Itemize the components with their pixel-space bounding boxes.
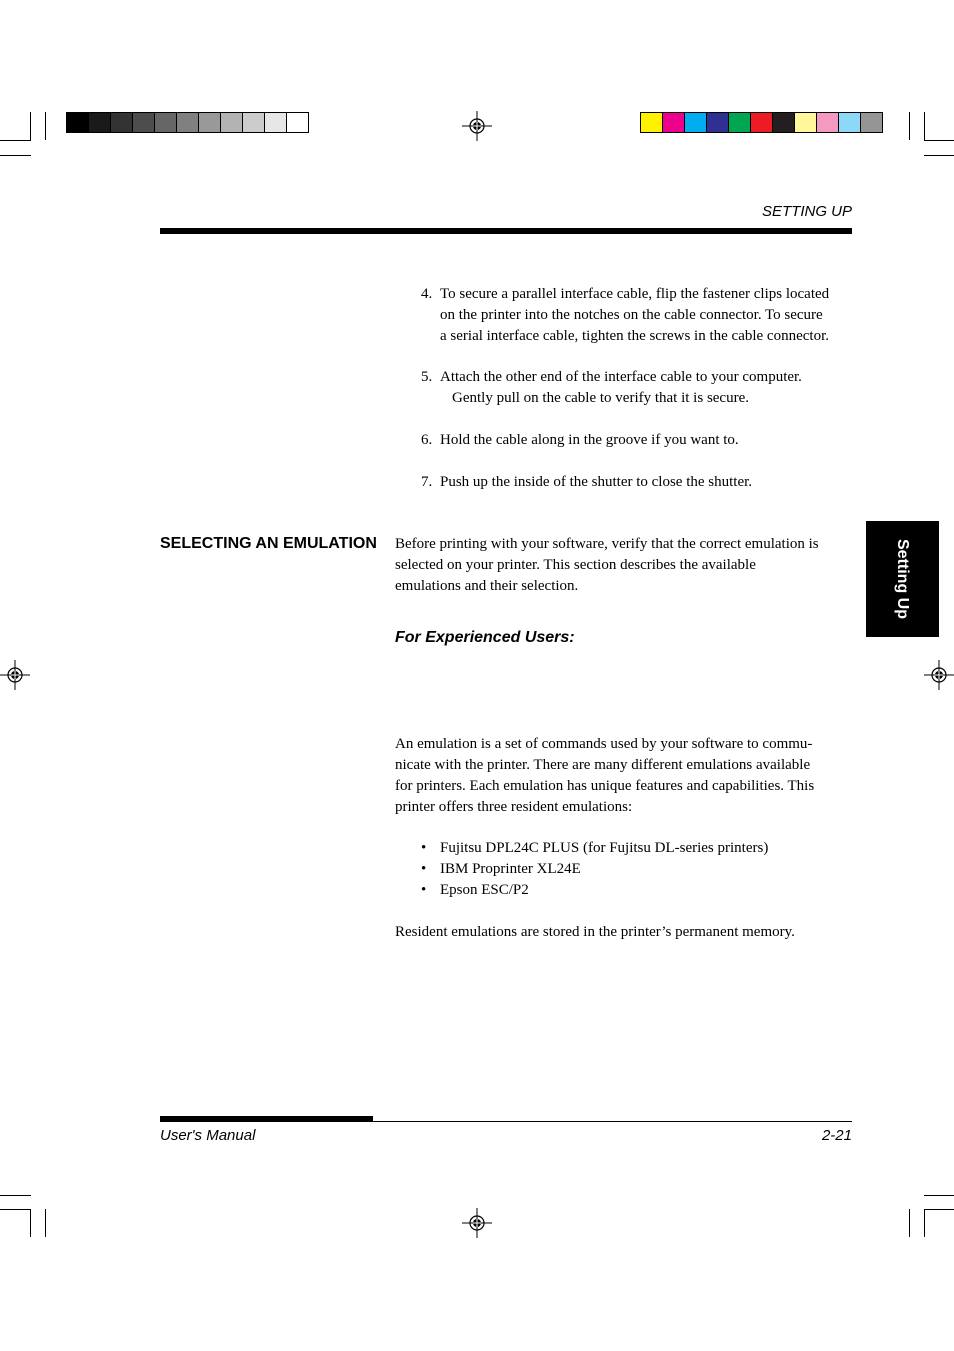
crop-mark: [909, 112, 910, 140]
crop-mark: [909, 1209, 910, 1237]
paragraph-line: emulations and their selection.: [395, 578, 579, 594]
step-text-line: To secure a parallel interface cable, flip the fastener clips located: [440, 286, 830, 302]
color-swatch: [67, 113, 89, 132]
color-swatch: [111, 113, 133, 132]
crop-mark: [0, 140, 31, 141]
step-text-line: Gently pull on the cable to verify that it is secure.: [452, 390, 749, 406]
grayscale-color-bar: [66, 112, 309, 133]
color-swatch: [221, 113, 243, 132]
color-swatch: [773, 113, 795, 132]
color-swatch: [685, 113, 707, 132]
color-swatch: [89, 113, 111, 132]
bullet-icon: •: [421, 861, 427, 877]
registration-mark-icon: [924, 660, 954, 690]
color-swatch: [199, 113, 221, 132]
paragraph-line: printer offers three resident emulations:: [395, 799, 633, 815]
process-color-bar: [640, 112, 883, 133]
crop-mark: [924, 1209, 925, 1237]
list-item: [421, 838, 768, 859]
crop-mark: [0, 1209, 31, 1210]
registration-mark-icon: [462, 111, 492, 141]
crop-mark: [45, 1209, 46, 1237]
header-rule: [160, 228, 852, 234]
step-6: [421, 430, 853, 451]
crop-mark: [924, 1195, 954, 1196]
color-swatch: [751, 113, 773, 132]
paragraph-line: selected on your printer. This section describes the available: [395, 557, 756, 573]
section-heading: SELECTING AN EMULATION: [160, 535, 377, 552]
color-swatch: [817, 113, 839, 132]
list-item-text: Epson ESC/P2: [440, 882, 529, 898]
color-swatch: [265, 113, 287, 132]
paragraph-line: An emulation is a set of commands used by your software to commu-: [395, 736, 813, 752]
crop-mark: [924, 112, 925, 140]
color-swatch: [133, 113, 155, 132]
step-text: Push up the inside of the shutter to close the shutter.: [440, 474, 753, 490]
list-item: [421, 880, 768, 901]
step-text: Hold the cable along in the groove if you want to.: [440, 432, 739, 448]
crop-mark: [30, 112, 31, 140]
step-5: [421, 367, 853, 409]
paragraph-line: for printers. Each emulation has unique features and capabilities. This: [395, 778, 815, 794]
crop-mark: [924, 140, 954, 141]
step-7: [421, 472, 853, 493]
step-text-line: Attach the other end of the interface cable to your computer.: [440, 369, 802, 385]
running-head: SETTING UP: [761, 203, 852, 220]
step-text-line: a serial interface cable, tighten the screws in the cable connector.: [440, 328, 829, 344]
color-swatch: [155, 113, 177, 132]
step-number: 4.: [421, 286, 433, 302]
chapter-thumb-tab: [866, 521, 939, 637]
color-swatch: [861, 113, 882, 132]
color-swatch: [663, 113, 685, 132]
footer-rule: [160, 1121, 852, 1122]
paragraph-line: nicate with the printer. There are many different emulations available: [395, 757, 811, 773]
crop-mark: [0, 155, 31, 156]
registration-mark-icon: [462, 1208, 492, 1238]
bullet-icon: •: [421, 882, 427, 898]
bullet-icon: •: [421, 840, 427, 856]
color-swatch: [243, 113, 265, 132]
subheading: For Experienced Users:: [395, 629, 575, 646]
step-number: 7.: [421, 474, 433, 490]
closing-paragraph: Resident emulations are stored in the printer’s permanent memory.: [395, 924, 795, 940]
crop-mark: [924, 1209, 954, 1210]
color-swatch: [177, 113, 199, 132]
crop-mark: [0, 1195, 31, 1196]
step-text-line: on the printer into the notches on the cable connector. To secure: [440, 307, 823, 323]
color-swatch: [729, 113, 751, 132]
step-number: 6.: [421, 432, 433, 448]
intro-paragraph: [395, 534, 853, 597]
paragraph-line: Before printing with your software, verify that the correct emulation is: [395, 536, 819, 552]
emulation-paragraph: [395, 734, 853, 818]
page-number: 2-21: [821, 1127, 852, 1144]
color-swatch: [641, 113, 663, 132]
color-swatch: [839, 113, 861, 132]
step-number: 5.: [421, 369, 433, 385]
color-swatch: [707, 113, 729, 132]
list-item-text: Fujitsu DPL24C PLUS (for Fujitsu DL-series printers): [440, 840, 769, 856]
thumb-tab-label: Setting Up: [894, 539, 911, 619]
color-swatch: [795, 113, 817, 132]
emulation-list: [421, 838, 768, 901]
registration-mark-icon: [0, 660, 30, 690]
step-4: [421, 284, 853, 347]
list-item-text: IBM Proprinter XL24E: [440, 861, 581, 877]
crop-mark: [924, 155, 954, 156]
color-swatch: [287, 113, 308, 132]
crop-mark: [45, 112, 46, 140]
footer-title: User's Manual: [160, 1127, 256, 1144]
crop-mark: [30, 1209, 31, 1237]
list-item: [421, 859, 768, 880]
